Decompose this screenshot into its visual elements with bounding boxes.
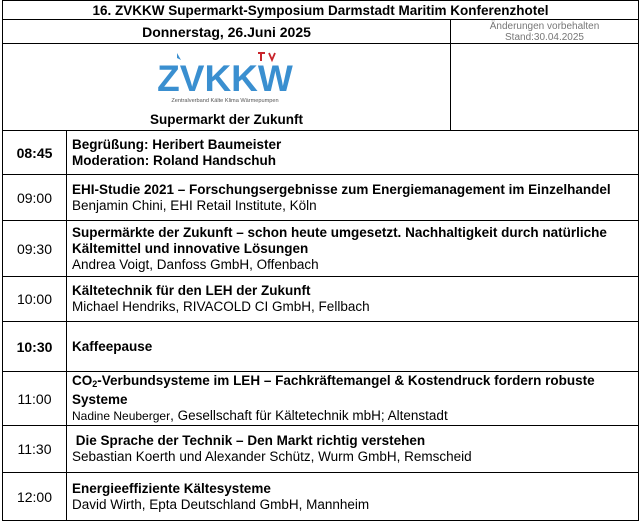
session-title-co: CO xyxy=(72,373,93,388)
session-speaker-name: Nadine Neuberger xyxy=(72,409,171,423)
schedule-page xyxy=(2,0,638,521)
session-time: 11:00 xyxy=(3,372,67,426)
session-title: Energieeffiziente Kältesysteme xyxy=(72,480,271,496)
logo-cell xyxy=(3,44,451,131)
session-title-line2: Systeme xyxy=(72,392,128,407)
session-desc xyxy=(67,473,639,521)
revision-note-line2: Stand:30.04.2025 xyxy=(505,31,584,43)
session-desc xyxy=(67,175,639,221)
session-time: 09:30 xyxy=(3,221,67,277)
session-desc xyxy=(67,221,639,277)
event-date: Donnerstag, 26.Juni 2025 xyxy=(3,20,451,44)
zvkkw-logo xyxy=(157,50,293,108)
session-time: 11:30 xyxy=(3,426,67,473)
session-title: Begrüßung: Heribert Baumeister xyxy=(72,136,282,152)
session-title: Die Sprache der Technik – Den Markt richtig verstehen xyxy=(72,433,426,448)
session-title-line2: Moderation: Roland Handschuh xyxy=(72,152,276,168)
session-time: 10:30 xyxy=(3,322,67,372)
session-time: 08:45 xyxy=(3,131,67,175)
session-speaker: David Wirth, Epta Deutschland GmbH, Mannheim xyxy=(72,496,370,512)
logo-side-cell xyxy=(451,44,639,131)
schedule-row xyxy=(3,221,639,277)
revision-note-line1: Änderungen vorbehalten xyxy=(489,20,600,32)
session-time: 12:00 xyxy=(3,473,67,521)
revision-note xyxy=(451,20,639,44)
session-time: 09:00 xyxy=(3,175,67,221)
schedule-row xyxy=(3,426,639,473)
session-desc xyxy=(67,322,639,372)
session-speaker: Sebastian Koerth und Alexander Schütz, Wurm GmbH, Remscheid xyxy=(72,449,472,464)
schedule-row xyxy=(3,322,639,372)
session-title: Supermärkte der Zukunft – schon heute umgesetzt. Nachhaltigkeit durch natürliche xyxy=(72,224,607,240)
schedule-row xyxy=(3,372,639,426)
session-desc xyxy=(67,277,639,322)
session-title xyxy=(72,373,638,392)
logo-subtitle: Supermarkt der Zukunft xyxy=(149,112,304,127)
schedule-row xyxy=(3,131,639,175)
session-desc xyxy=(67,426,639,473)
session-speaker: Benjamin Chini, EHI Retail Institute, Köln xyxy=(72,197,317,213)
session-speaker-org: , Gesellschaft für Kältetechnik mbH; Altenstadt xyxy=(170,408,448,423)
schedule-row xyxy=(3,277,639,322)
session-speaker xyxy=(72,408,638,424)
session-title: Kältetechnik für den LEH der Zukunft xyxy=(72,283,311,298)
session-title-rest: -Verbundsysteme im LEH – Fachkräftemangel & Kostendruck fordern robuste xyxy=(97,373,595,388)
session-title-line2: Kältemittel und innovative Lösungen xyxy=(72,240,309,256)
session-title-subscript: 2 xyxy=(92,379,98,389)
event-title: 16. ZVKKW Supermarkt-Symposium Darmstadt Maritim Konferenzhotel xyxy=(3,1,639,20)
logo-letters: ZVKKW xyxy=(157,58,293,99)
session-desc xyxy=(67,372,639,426)
session-speaker: Michael Hendriks, RIVACOLD CI GmbH, Fellbach xyxy=(72,299,370,314)
schedule-row xyxy=(3,175,639,221)
session-speaker: Andrea Voigt, Danfoss GmbH, Offenbach xyxy=(72,256,319,272)
session-title: EHI-Studie 2021 – Forschungsergebnisse zum Energiemanagement im Einzelhandel xyxy=(72,181,611,197)
schedule-row xyxy=(3,473,639,521)
session-title: Kaffeepause xyxy=(72,338,153,354)
logo-tagline: Zentralverband Kälte Klima Wärmepumpen xyxy=(171,98,279,104)
schedule-table xyxy=(2,0,639,521)
session-desc xyxy=(67,131,639,175)
session-time: 10:00 xyxy=(3,277,67,322)
